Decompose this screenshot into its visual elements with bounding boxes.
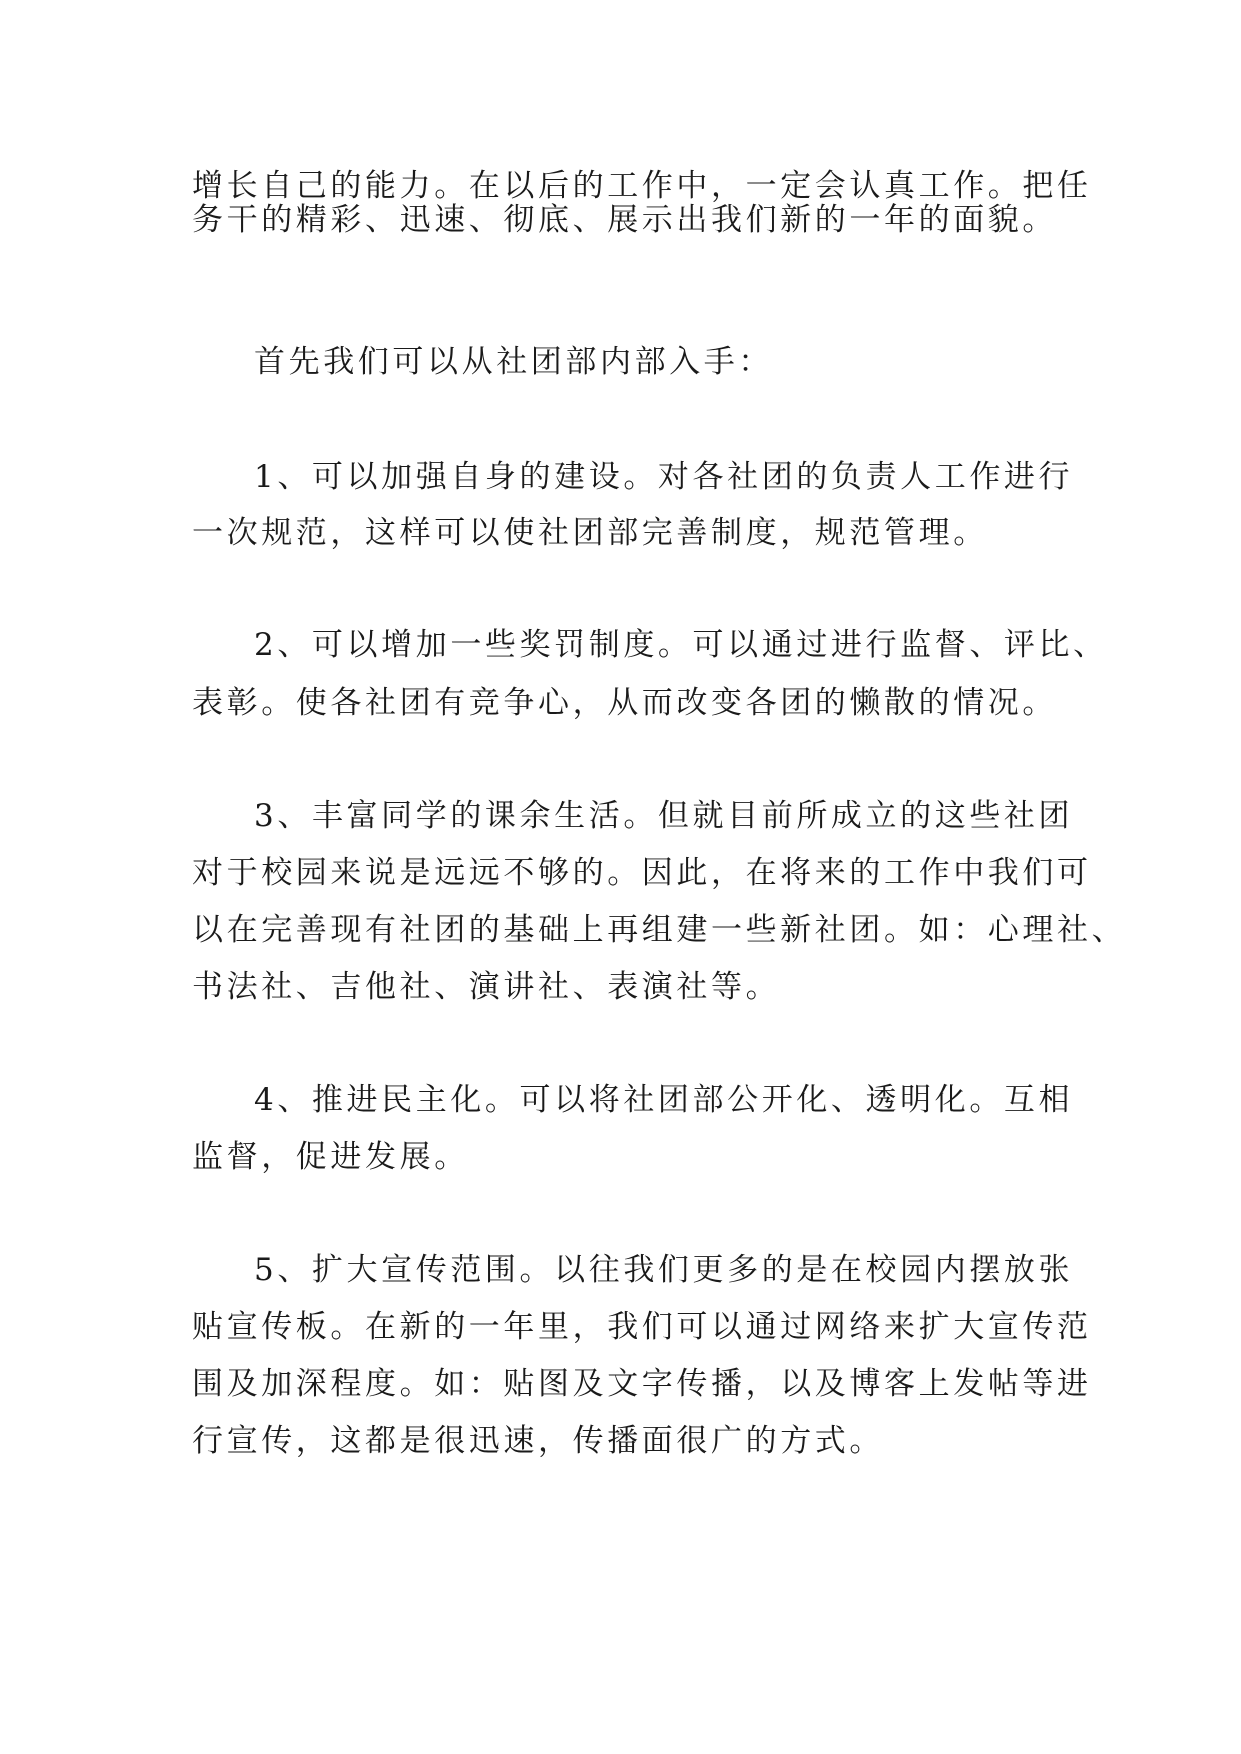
list-item-4-line: 4、推进民主化。可以将社团部公开化、透明化。互相 — [254, 1082, 1074, 1118]
list-item-1-line: 一次规范，这样可以使社团部完善制度，规范管理。 — [192, 515, 988, 551]
list-item-3-line: 书法社、吉他社、演讲社、表演社等。 — [192, 969, 781, 1005]
list-item-3-line: 对于校园来说是远远不够的。因此，在将来的工作中我们可 — [192, 855, 1092, 891]
list-item-2-line: 表彰。使各社团有竞争心，从而改变各团的懒散的情况。 — [192, 685, 1057, 721]
list-item-2-line: 2、可以增加一些奖罚制度。可以通过进行监督、评比、 — [254, 627, 1108, 663]
list-item-5-line: 5、扩大宣传范围。以往我们更多的是在校园内摆放张 — [254, 1252, 1074, 1288]
list-item-3-line: 以在完善现有社团的基础上再组建一些新社团。如：心理社、 — [192, 912, 1127, 948]
text-line: 增长自己的能力。在以后的工作中，一定会认真工作。把任 — [192, 168, 1092, 204]
list-item-5-line: 围及加深程度。如：贴图及文字传播，以及博客上发帖等进 — [192, 1366, 1092, 1402]
list-item-1-line: 1、可以加强自身的建设。对各社团的负责人工作进行 — [254, 459, 1074, 495]
text-line: 务干的精彩、迅速、彻底、展示出我们新的一年的面貌。 — [192, 202, 1057, 238]
section-intro: 首先我们可以从社团部内部入手： — [254, 344, 773, 380]
list-item-5-line: 行宣传，这都是很迅速，传播面很广的方式。 — [192, 1423, 884, 1459]
list-item-4-line: 监督，促进发展。 — [192, 1139, 469, 1175]
list-item-3-line: 3、丰富同学的课余生活。但就目前所成立的这些社团 — [254, 798, 1074, 834]
list-item-5-line: 贴宣传板。在新的一年里，我们可以通过网络来扩大宣传范 — [192, 1309, 1092, 1345]
